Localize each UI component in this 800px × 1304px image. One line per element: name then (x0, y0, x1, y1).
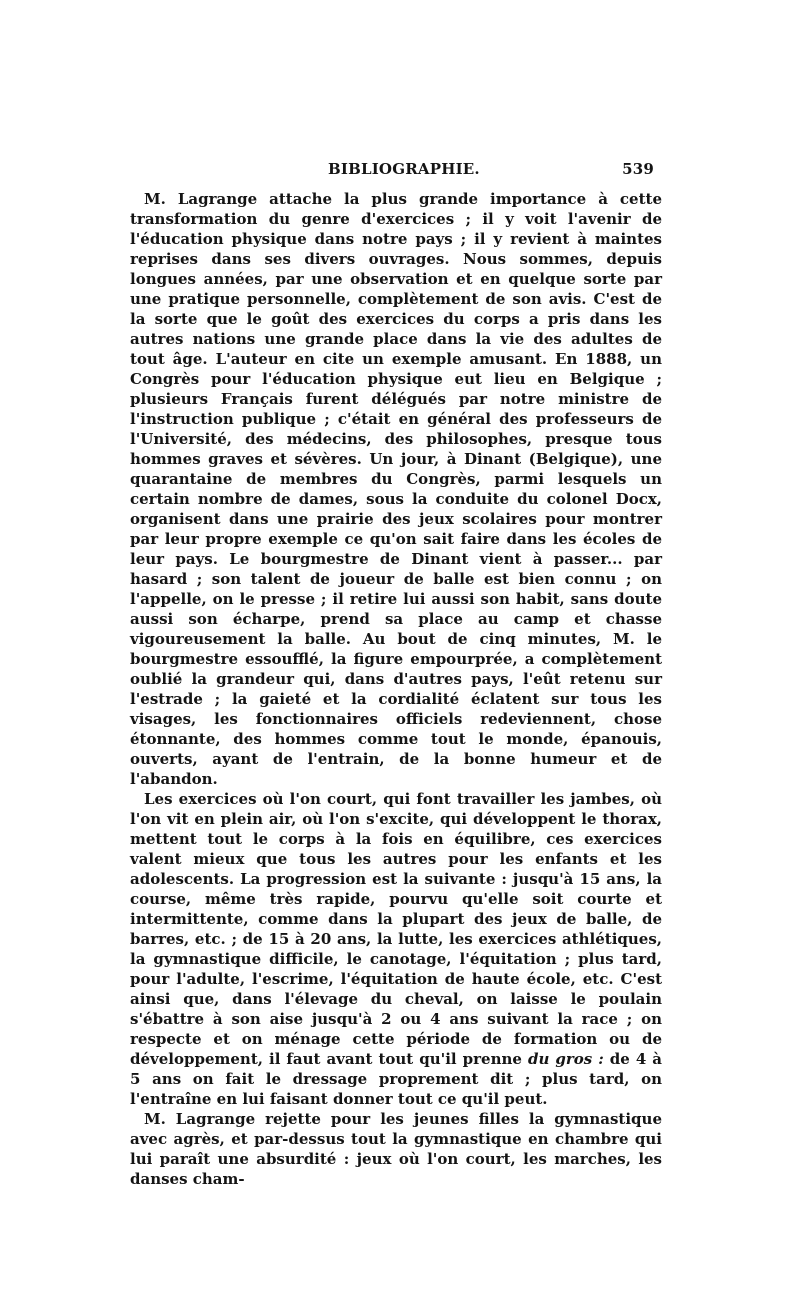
paragraph-2 (130, 789, 662, 1109)
paragraph-2-emphasis: du gros : (527, 1050, 604, 1068)
paragraph-1: M. Lagrange attache la plus grande importance à cette transformation du genre d'exercices ; il y voit l'avenir de l'éducation physique dans notre pays ; il y revient à maintes reprises dans ses divers ouvrages. Nous sommes, depuis longues années, par une observation et en quelque sorte par une pratique personnelle, complètement de son avis. C'est de la sorte que le goût des exercices du corps a pris dans les autres nations une grande place dans la vie des adultes de tout âge. L'auteur en cite un exemple amusant. En 1888, un Congrès pour l'éducation physique eut lieu en Belgique ; plusieurs Français furent délégués par notre ministre de l'instruction publique ; c'était en général des professeurs de l'Université, des médecins, des philosophes, presque tous hommes graves et sévères. Un jour, à Dinant (Belgique), une quarantaine de membres du Congrès, parmi lesquels un certain nombre de dames, sous la conduite du colonel Docx, organisent dans une prairie des jeux scolaires pour montrer par leur propre exemple ce qu'on sait faire dans les écoles de leur pays. Le bourgmestre de Dinant vient à passer... par hasard ; son talent de joueur de balle est bien connu ; on l'appelle, on le presse ; il retire lui aussi son habit, sans doute aussi son écharpe, prend sa place au camp et chasse vigoureusement la balle. Au bout de cinq minutes, M. le bourgmestre essoufflé, la figure empourprée, a complètement oublié la grandeur qui, dans d'autres pays, l'eût retenu sur l'estrade ; la gaieté et la cordialité éclatent sur tous les visages, les fonctionnaires officiels redeviennent, chose étonnante, des hommes comme tout le monde, épanouis, ouverts, ayant de l'entrain, de la bonne humeur et de l'abandon. (130, 190, 662, 788)
body-text (130, 189, 662, 1189)
paragraph-2-text-b: de 4 à 5 ans on fait le dressage proprement dit ; plus tard, on l'entraîne en lui faisant donner tout ce qu'il peut. (130, 1050, 663, 1108)
paragraph-2-text-a: Les exercices où l'on court, qui font travailler les jambes, où l'on vit en plein air, où l'on s'excite, qui développent le thorax, mettent tout le corps à la fois en équilibre, ces exercices valent mieux que tous les autres pour les enfants et les adolescents. La progression est la suivante : jusqu'à 15 ans, la course, même très rapide, pourvu qu'elle soit courte et intermittente, comme dans la plupart des jeux de balle, de barres, etc. ; de 15 à 20 ans, la lutte, les exercices athlétiques, la gymnastique difficile, le canotage, l'équitation ; plus tard, pour l'adulte, l'escrime, l'équitation de haute école, etc. C'est ainsi que, dans l'élevage du cheval, on laisse le poulain s'ébattre à son aise jusqu'à 2 ou 4 ans suivant la race ; on respecte et on ménage cette période de formation ou de développement, il faut avant tout qu'il prenne (130, 790, 662, 1068)
running-title: BIBLIOGRAPHIE. (328, 160, 480, 178)
book-page (130, 158, 662, 1189)
paragraph-3: M. Lagrange rejette pour les jeunes filles la gymnastique avec agrès, et par-dessus tout la gymnastique en chambre qui lui paraît une absurdité : jeux où l'on court, les marches, les danses cham- (130, 1110, 662, 1188)
page-number: 539 (622, 160, 654, 178)
running-header (130, 158, 662, 182)
